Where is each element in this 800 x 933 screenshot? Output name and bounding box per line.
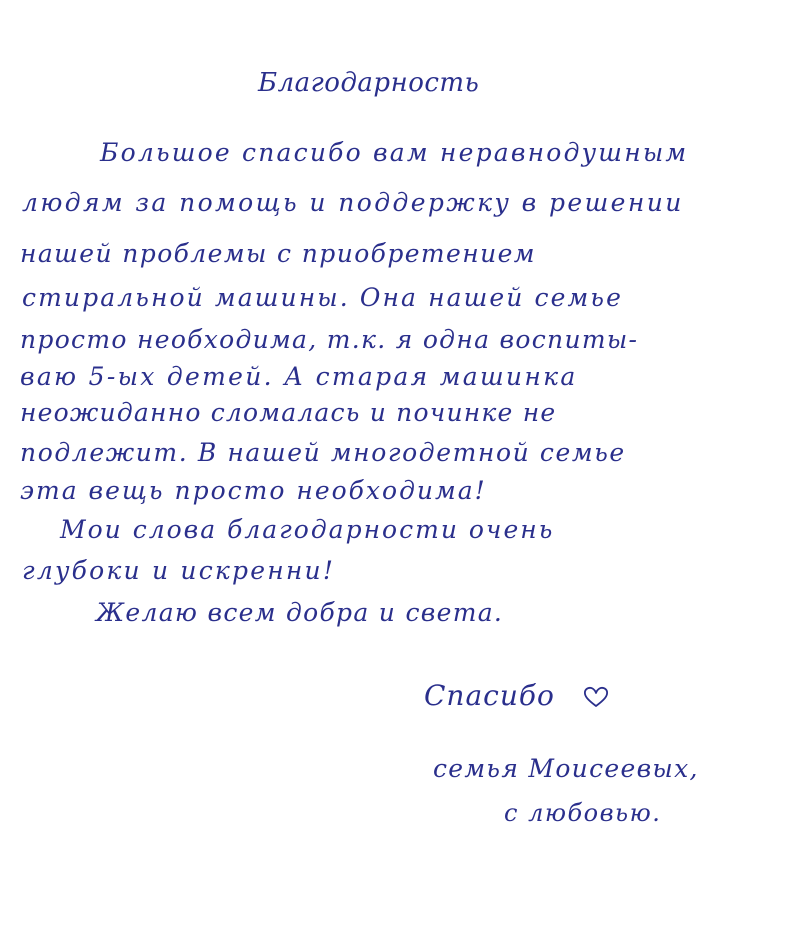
letter-line-3: нашей проблемы с приобретением	[20, 239, 536, 268]
letter-line-2: людям за помощь и поддержку в решении	[22, 188, 684, 217]
signature-with-love: с любовью.	[504, 799, 662, 827]
letter-line-7: неожиданно сломалась и починке не	[20, 398, 557, 427]
letter-line-1: Большое спасибо вам неравнодушным	[100, 138, 689, 167]
letter-line-9: эта вещь просто необходима!	[20, 476, 487, 505]
letter-line-11: глубоки и искренни!	[22, 556, 336, 585]
letter-line-5: просто необходима, т.к. я одна воспиты-	[20, 325, 639, 354]
heart-icon	[582, 685, 610, 709]
letter-line-8: подлежит. В нашей многодетной семье	[20, 438, 626, 467]
signature-family: семья Моисеевых,	[433, 754, 699, 783]
letter-line-10: Мои слова благодарности очень	[60, 515, 555, 544]
letter-line-4: стиральной машины. Она нашей семье	[22, 283, 623, 312]
letter-title: Благодарность	[258, 68, 480, 98]
letter-line-6: ваю 5-ых детей. А старая машинка	[20, 362, 578, 391]
closing-thanks: Спасибо	[424, 679, 555, 712]
letter-line-12: Желаю всем добра и света.	[96, 598, 504, 627]
